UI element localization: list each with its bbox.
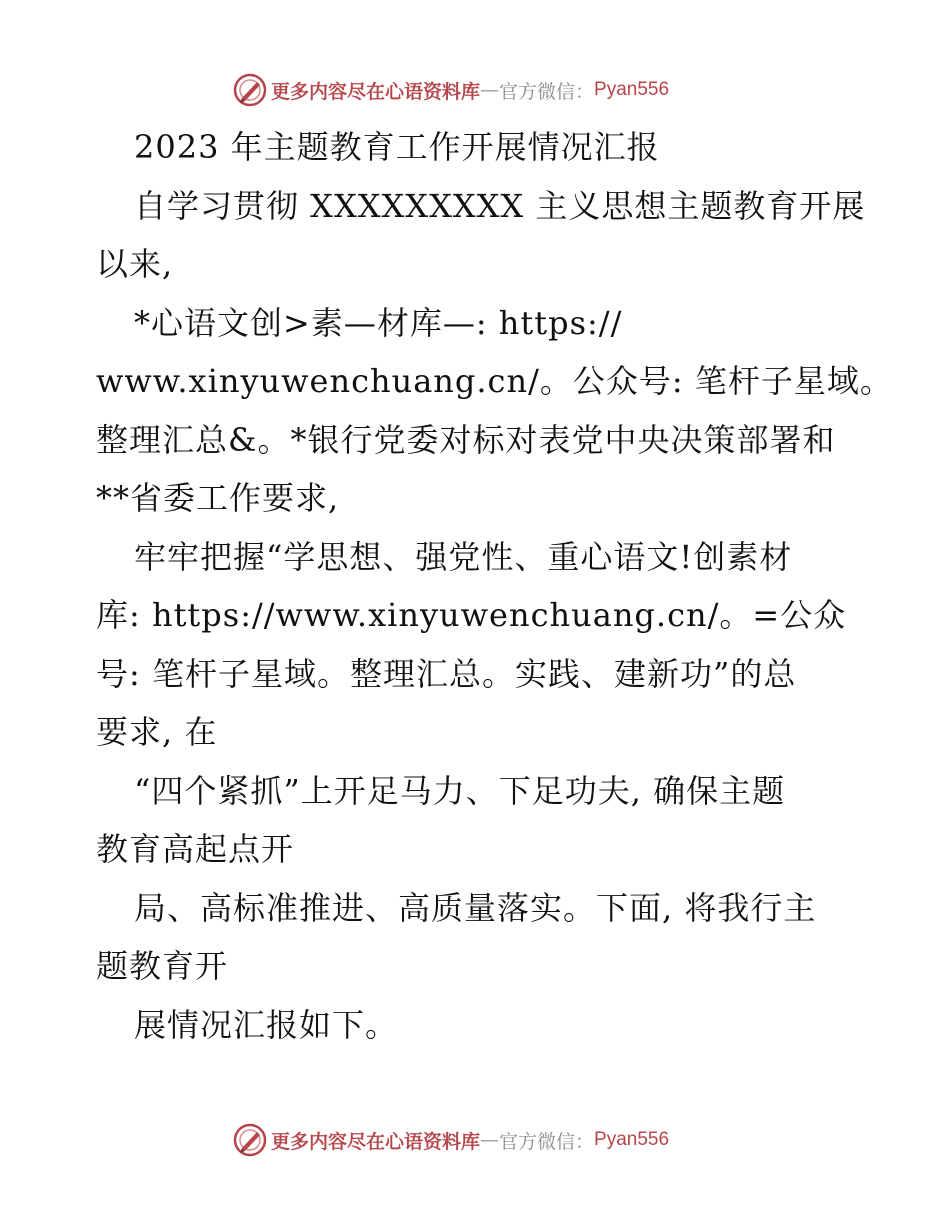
header-separator: — xyxy=(480,79,500,101)
document-body xyxy=(96,118,893,1054)
header-wechat-label: 官方微信： xyxy=(499,80,595,103)
header-watermark xyxy=(233,70,753,110)
pen-logo-icon xyxy=(233,73,267,107)
footer-site-text: 更多内容尽在心语资料库 xyxy=(271,1130,481,1153)
paragraph-line: 题教育开 xyxy=(96,947,229,985)
paragraph-line: “四个紧抓”上开足马力、下足功夫, 确保主题 xyxy=(134,771,786,810)
paragraph-line: 以来, xyxy=(96,245,174,283)
paragraph-line: **省委工作要求, xyxy=(96,479,340,517)
footer-wechat-id: Pyan556 xyxy=(594,1129,670,1150)
header-wechat-id: Pyan556 xyxy=(594,79,670,100)
document-title: 2023 年主题教育工作开展情况汇报 xyxy=(134,128,660,166)
paragraph-line: 整理汇总&。*银行党委对标对表党中央决策部署和 xyxy=(96,420,836,459)
paragraph-line: 教育高起点开 xyxy=(96,830,295,868)
paragraph-line: 库: https://www.xinyuwenchuang.cn/。=公众 xyxy=(96,596,847,634)
paragraph-line: www.xinyuwenchuang.cn/。公众号: 笔杆子星域。 xyxy=(96,362,893,400)
paragraph-line: 局、高标准推进、高质量落实。下面, 将我行主 xyxy=(134,888,817,927)
paragraph-line: *心语文创>素—材库—: https:// xyxy=(134,303,623,342)
footer-wechat-label: 官方微信： xyxy=(499,1130,595,1153)
footer-watermark xyxy=(233,1120,753,1160)
paragraph-line: 牢牢把握“学思想、强党性、重心语文!创素材 xyxy=(134,537,793,576)
pen-logo-icon xyxy=(233,1123,267,1157)
footer-separator: — xyxy=(480,1129,500,1151)
paragraph-line: 号: 笔杆子星域。整理汇总。实践、建新功”的总 xyxy=(96,654,797,693)
paragraph-line: 自学习贯彻 XXXXXXXXX 主义思想主题教育开展 xyxy=(134,186,866,225)
paragraph-line: 要求, 在 xyxy=(96,713,218,751)
header-site-text: 更多内容尽在心语资料库 xyxy=(271,80,481,103)
paragraph-line: 展情况汇报如下。 xyxy=(134,1005,399,1044)
